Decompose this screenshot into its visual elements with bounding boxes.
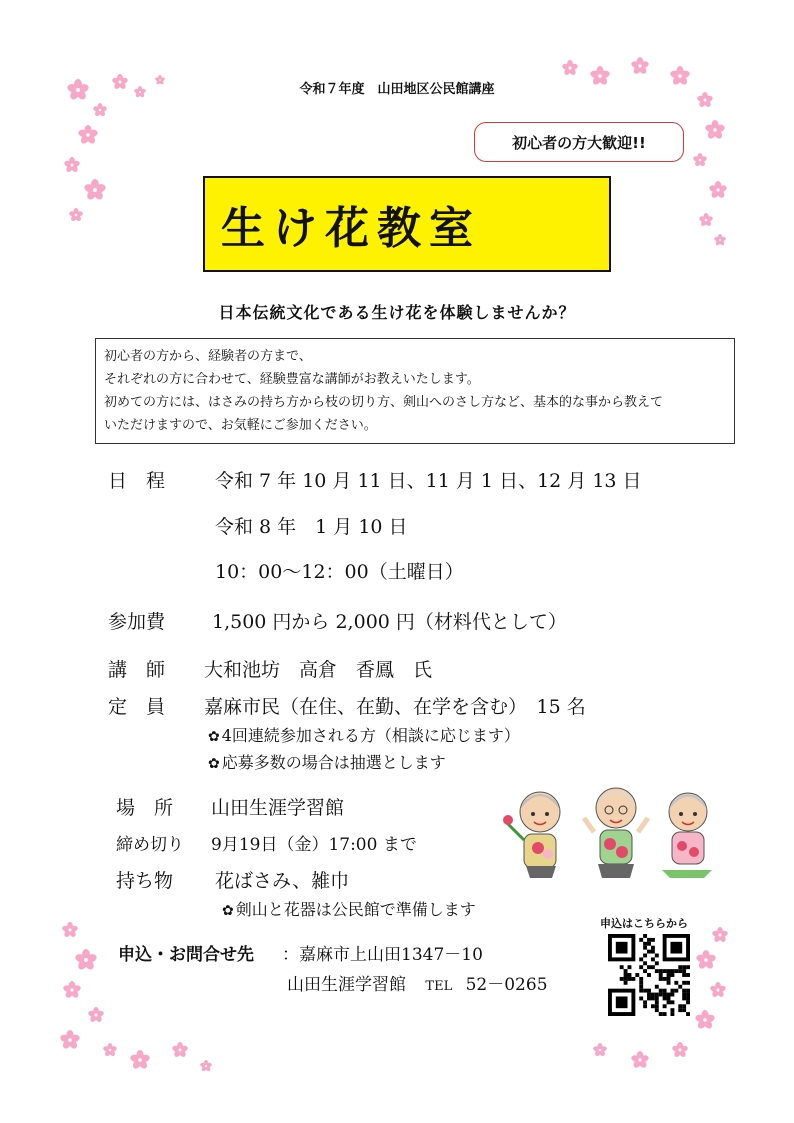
deadline-label: 締め切り <box>116 835 184 855</box>
instructor-value: 大和池坊 高倉 香鳳 氏 <box>204 659 433 681</box>
sakura-icon <box>631 1051 649 1069</box>
sakura-icon <box>672 1042 688 1058</box>
sakura-icon <box>88 1007 104 1023</box>
sakura-icon <box>78 125 98 145</box>
tel-label: TEL <box>425 979 453 994</box>
tel-number: 52－0265 <box>465 975 548 995</box>
sakura-icon <box>200 1060 212 1072</box>
course-series-line: 令和７年度 山田地区公民館講座 <box>299 82 495 97</box>
fee-value: 1,500 円から 2,000 円（材料代として） <box>212 611 567 633</box>
sakura-icon <box>709 181 727 199</box>
sakura-icon <box>696 950 716 970</box>
schedule-dates-2025: 令和 7 年 10 月 11 日、11 月 1 日、12 月 13 日 <box>215 470 642 492</box>
sakura-icon <box>93 103 107 117</box>
beginner-welcome-badge: 初心者の方大歓迎!! <box>474 122 684 162</box>
fee-label: 参加費 <box>108 611 166 633</box>
venue-value: 山田生涯学習館 <box>211 797 345 819</box>
description-line: いただけますので、お気軽にご参加ください。 <box>104 418 377 433</box>
deadline-value: 9月19日（金）17:00 まで <box>211 835 417 855</box>
capacity-note: ✿ 4回連続参加される方（相談に応じます） <box>208 726 520 745</box>
belongings-label: 持ち物 <box>116 870 174 892</box>
sakura-icon <box>710 982 726 998</box>
description-line: それぞれの方に合わせて、経験豊富な講師がお教えいたします。 <box>104 372 480 387</box>
qr-caption: 申込はこちらから <box>600 917 688 930</box>
sakura-icon <box>84 179 106 201</box>
belongings-value: 花ばさみ、雑巾 <box>215 870 350 892</box>
flower-icon: ✿ <box>208 729 220 745</box>
sakura-icon <box>69 208 83 222</box>
sakura-icon <box>103 1043 117 1057</box>
sakura-icon <box>631 57 649 75</box>
sakura-icon <box>695 1010 715 1030</box>
capacity-label: 定 員 <box>108 696 166 718</box>
instructor-label: 講 師 <box>108 659 166 681</box>
page-title: 生け花教室 <box>203 176 611 272</box>
sakura-icon <box>64 157 80 173</box>
sakura-icon <box>62 922 78 938</box>
belongings-note: ✿ 剣山と花器は公民館で準備します <box>222 900 476 919</box>
schedule-label: 日 程 <box>108 470 166 492</box>
schedule-time: 10：00～12：00（土曜日） <box>215 561 464 583</box>
description-box <box>95 338 735 444</box>
sakura-icon <box>60 1030 80 1050</box>
sakura-icon <box>699 213 713 227</box>
contact-label: 申込・お問合せ先 <box>118 945 254 965</box>
flower-icon: ✿ <box>222 903 234 919</box>
contact-office: 山田生涯学習館 TEL 52－0265 <box>287 975 548 995</box>
schedule-dates-2026: 令和 8 年 1 月 10 日 <box>215 516 408 538</box>
sakura-icon <box>714 234 726 246</box>
capacity-note: ✿ 応募多数の場合は抽選とします <box>208 753 446 772</box>
sakura-icon <box>705 120 725 140</box>
sakura-icon <box>130 1050 150 1070</box>
sakura-icon <box>63 981 81 999</box>
venue-label: 場 所 <box>116 797 174 819</box>
sakura-icon <box>172 1042 188 1058</box>
sakura-icon <box>593 1043 607 1057</box>
description-line: 初心者の方から、経験者の方まで、 <box>104 349 312 364</box>
sakura-icon <box>562 60 578 76</box>
contact-address: ：嘉麻市上山田1347－10 <box>282 945 483 965</box>
sakura-icon <box>75 949 97 971</box>
sakura-icon <box>712 927 728 943</box>
capacity-value: 嘉麻市民（在住、在勤、在学を含む） 15 名 <box>204 696 586 718</box>
description-line: 初めての方には、はさみの持ち方から枝の切り方、剣山へのさし方など、基本的な事から教えて <box>104 395 664 410</box>
subtitle: 日本伝統文化である生け花を体験しませんか？ <box>218 303 576 322</box>
flower-icon: ✿ <box>208 756 220 772</box>
qr-code-icon[interactable] <box>608 934 690 1016</box>
elderly-people-illustration <box>498 782 724 882</box>
sakura-icon <box>693 153 707 167</box>
